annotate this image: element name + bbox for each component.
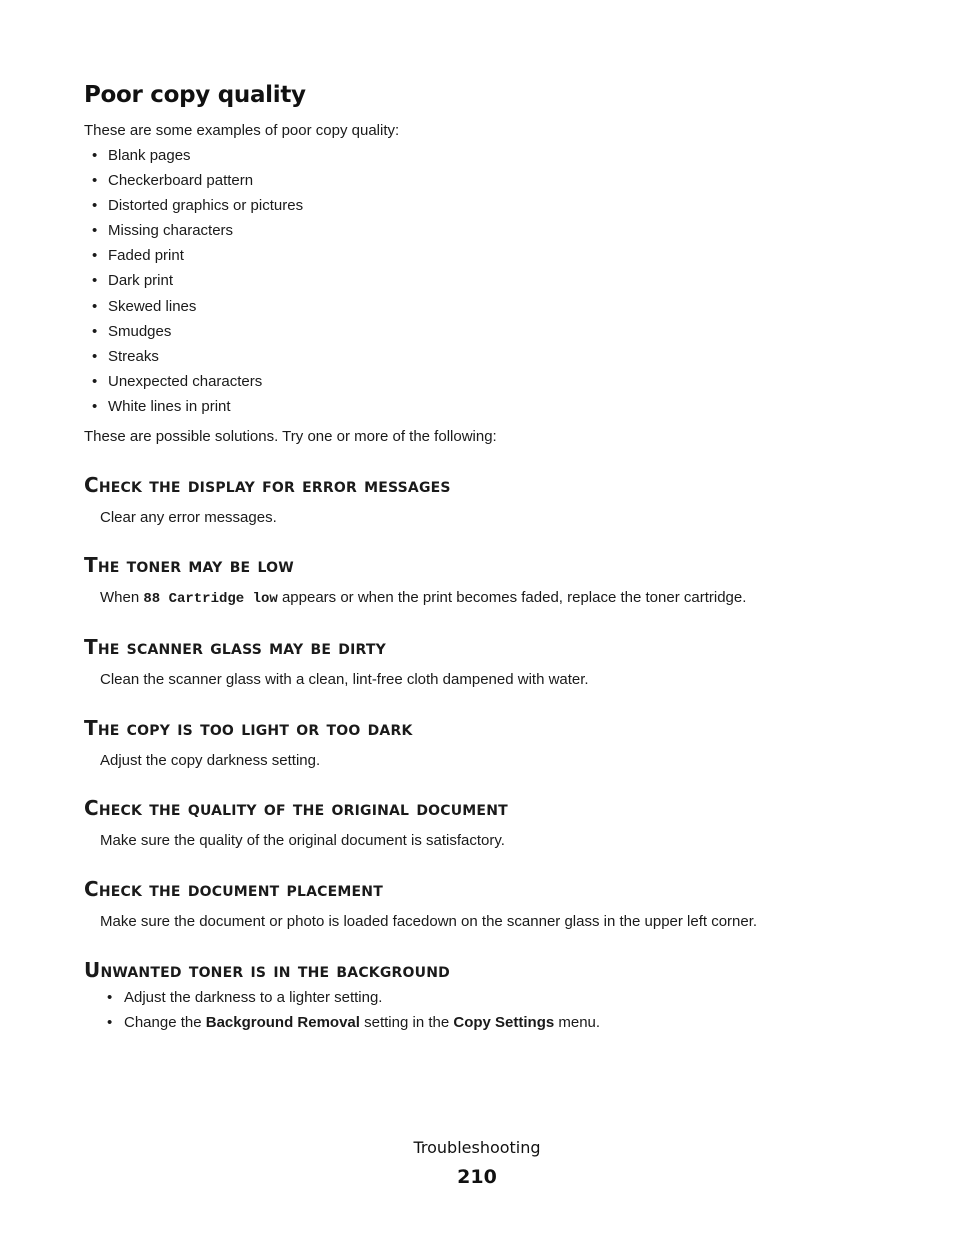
page-title: Poor copy quality — [84, 82, 306, 108]
solution-list — [107, 988, 600, 1038]
list-item: • Smudges — [92, 322, 303, 347]
body-text: appears or when the print becomes faded, replace the toner cartridge. — [277, 589, 747, 606]
list-item: • Missing characters — [92, 221, 303, 246]
list-item: • Dark print — [92, 271, 303, 296]
bold-term: Background Removal — [205, 1014, 360, 1031]
list-item: • Streaks — [92, 347, 303, 372]
section-body: Clear any error messages. — [100, 509, 277, 526]
section-heading: The copy is too light or too dark — [84, 716, 413, 740]
list-item: • White lines in print — [92, 397, 303, 422]
body-text: setting in the — [359, 1014, 454, 1031]
section-body: Adjust the copy darkness setting. — [100, 752, 321, 769]
body-text: When — [100, 589, 144, 606]
solutions-intro-text: These are possible solutions. Try one or more of the following: — [84, 428, 497, 445]
section-heading: The toner may be low — [84, 553, 294, 577]
section-body: Make sure the document or photo is loaded facedown on the scanner glass in the upper left corner. — [100, 913, 758, 930]
examples-list — [92, 146, 303, 422]
section-heading: Unwanted toner is in the background — [84, 958, 450, 982]
section-heading: The scanner glass may be dirty — [84, 635, 386, 659]
section-body — [100, 588, 746, 609]
section-heading: Check the display for error messages — [84, 473, 451, 497]
intro-text: These are some examples of poor copy quality: — [84, 122, 400, 139]
section-heading: Check the quality of the original document — [84, 796, 508, 820]
list-item: • Distorted graphics or pictures — [92, 196, 303, 221]
body-text: menu. — [554, 1014, 601, 1031]
list-item: • Faded print — [92, 246, 303, 271]
body-text: Change the — [124, 1014, 206, 1031]
list-item: • Adjust the darkness to a lighter setting. — [107, 988, 600, 1013]
section-body: Make sure the quality of the original document is satisfactory. — [100, 832, 505, 849]
list-item: • Checkerboard pattern — [92, 171, 303, 196]
list-item — [107, 1013, 600, 1038]
list-item: • Skewed lines — [92, 297, 303, 322]
code-text: 88 Cartridge low — [143, 591, 278, 607]
section-body: Clean the scanner glass with a clean, lint-free cloth dampened with water. — [100, 671, 589, 688]
footer-section-title: Troubleshooting — [413, 1138, 541, 1157]
list-item: • Blank pages — [92, 146, 303, 171]
section-heading: Check the document placement — [84, 877, 383, 901]
page-number: 210 — [457, 1166, 497, 1188]
bold-term: Copy Settings — [453, 1014, 555, 1031]
list-item: • Unexpected characters — [92, 372, 303, 397]
